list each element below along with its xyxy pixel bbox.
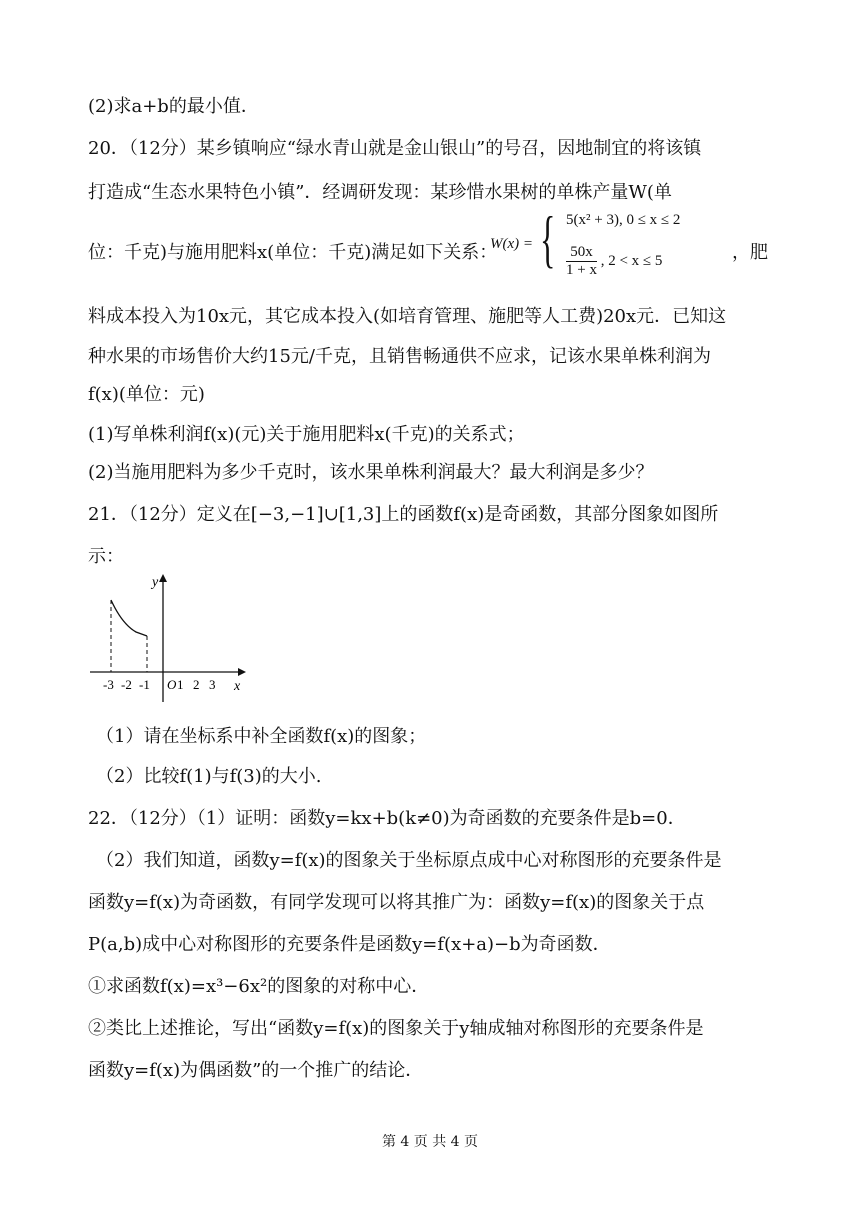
tick-label-minus-2: -2 — [121, 677, 132, 692]
problem-20-line-6: f(x)(单位：元) — [88, 384, 205, 405]
problem-22-item-1: ①求函数f(x)=x³−6x²的图象的对称中心． — [88, 976, 430, 997]
origin-label: O — [167, 677, 177, 692]
x-axis-arrow — [238, 668, 246, 676]
tick-label-minus-3: -3 — [103, 677, 114, 692]
case-2-condition: , 2 < x ≤ 5 — [600, 252, 663, 269]
tick-label-1: 1 — [177, 677, 184, 692]
tick-label-3: 3 — [209, 677, 216, 692]
tick-label-minus-1: -1 — [139, 677, 150, 692]
problem-21-part-1: （1）请在坐标系中补全函数f(x)的图象； — [96, 726, 427, 747]
fraction-denominator: 1 + x — [566, 262, 597, 278]
y-axis-label: y — [152, 575, 159, 590]
problem-20-line-1: 20．（12分）某乡镇响应“绿水青山就是金山银山”的号召，因地制宜的将该镇 — [88, 138, 702, 159]
problem-20-line-3b: ，肥 — [732, 242, 768, 263]
problem-20-line-2: 打造成“生态水果特色小镇”．经调研发现：某珍惜水果树的单株产量W(单 — [88, 182, 672, 203]
problem-20-part-1: (1)写单株利润f(x)(元)关于施用肥料x(千克)的关系式； — [88, 424, 525, 445]
problem-22-part-2-line-3: P(a,b)成中心对称图形的充要条件是函数y=f(x+a)−b为奇函数． — [88, 934, 611, 955]
function-graph — [88, 570, 258, 705]
w-label: W(x) = — [490, 236, 534, 252]
problem-21-line-1: 21．（12分）定义在[−3,−1]∪[1,3]上的函数f(x)是奇函数，其部分图象如图所 — [88, 504, 719, 525]
case-2 — [566, 244, 662, 279]
y-axis-arrow — [159, 574, 167, 582]
page-footer: 第 4 页 共 4 页 — [381, 1134, 479, 1150]
brace: { — [540, 203, 556, 274]
problem-21-line-2: 示： — [88, 546, 124, 567]
x-axis-label: x — [234, 679, 241, 694]
tick-label-2: 2 — [193, 677, 200, 692]
problem-22-item-2-line-2: 函数y=f(x)为偶函数”的一个推广的结论． — [88, 1060, 424, 1081]
fraction-numerator: 50x — [566, 244, 597, 262]
line-19-2: (2)求a+b的最小值． — [88, 96, 259, 117]
problem-22-item-2-line-1: ②类比上述推论，写出“函数y=f(x)的图象关于y轴成轴对称图形的充要条件是 — [88, 1018, 704, 1039]
problem-20-line-4: 料成本投入为10x元，其它成本投入(如培育管理、施肥等人工费)20x元．已知这 — [88, 306, 727, 327]
problem-22-part-2-line-1: （2）我们知道，函数y=f(x)的图象关于坐标原点成中心对称图形的充要条件是 — [96, 850, 722, 871]
problem-20-part-2: (2)当施用肥料为多少千克时，该水果单株利润最大？最大利润是多少？ — [88, 462, 654, 483]
problem-20-line-3a: 位：千克)与施用肥料x(单位：千克)满足如下关系： — [88, 242, 498, 263]
problem-22-part-2-line-2: 函数y=f(x)为奇函数，有同学发现可以将其推广为：函数y=f(x)的图象关于点 — [88, 892, 705, 913]
problem-21-part-2: （2）比较f(1)与f(3)的大小. — [96, 766, 322, 787]
problem-20-line-5: 种水果的市场售价大约15元/千克，且销售畅通供不应求，记该水果单株利润为 — [88, 346, 711, 367]
function-curve — [111, 600, 147, 636]
fraction — [566, 244, 597, 279]
case-1: 5(x² + 3), 0 ≤ x ≤ 2 — [566, 212, 681, 228]
problem-22-part-1: 22．（12分）（1）证明：函数y=kx+b(k≠0)为奇函数的充要条件是b=0． — [88, 808, 686, 829]
